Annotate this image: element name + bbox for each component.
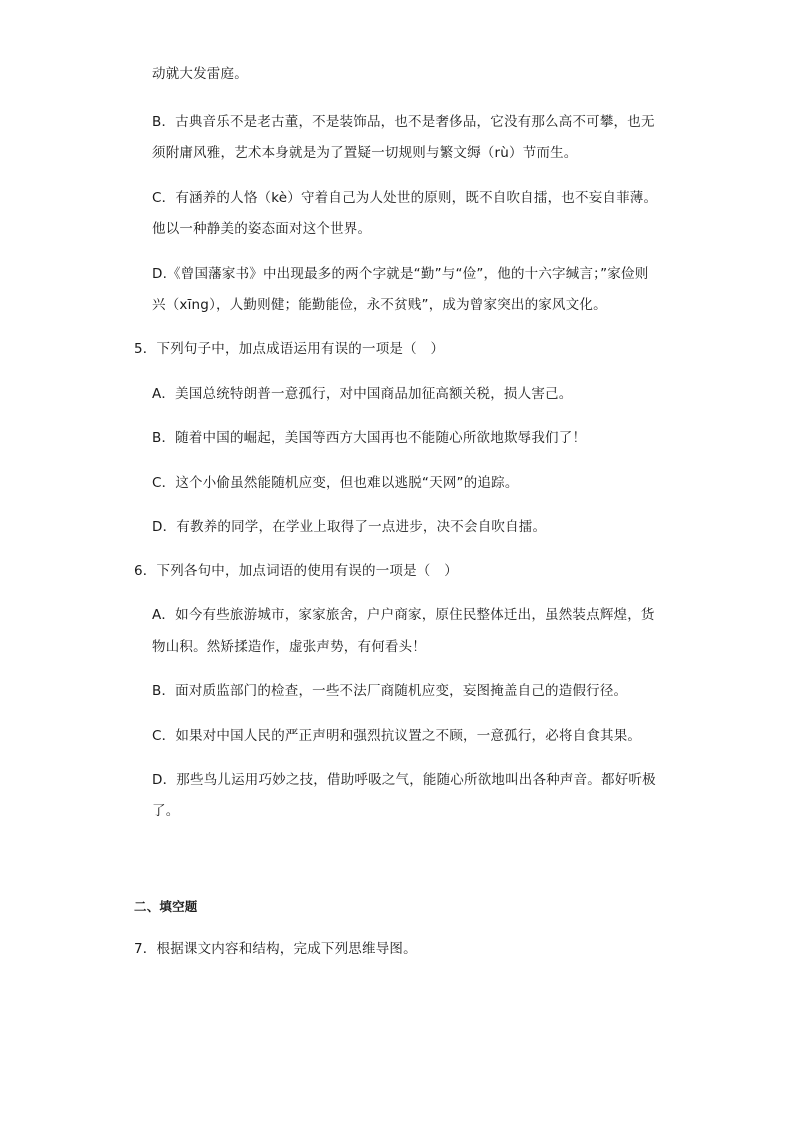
q6-stem: 6．下列各句中，加点词语的使用有误的一项是（ ） [134, 563, 458, 579]
q6-option-d-line1: D．那些鸟儿运用巧妙之技，借助呼吸之气，能随心所欲地叫出各种声音。都好听极 [152, 772, 656, 788]
q4-option-d-line2: 兴（xīng），人勤则健；能勤能俭，永不贫贱”，成为曾家突出的家风文化。 [152, 297, 607, 313]
section-heading-fill-in: 二、填空题 [134, 899, 198, 914]
q4-option-c-line2: 他以一种静美的姿态面对这个世界。 [152, 221, 372, 237]
q4-option-a-tail: 动就大发雷庭。 [152, 66, 248, 82]
q6-option-d-line2: 了。 [152, 803, 180, 819]
q5-stem: 5．下列句子中，加点成语运用有误的一项是（ ） [134, 341, 445, 357]
q5-option-b: B．随着中国的崛起，美国等西方大国再也不能随心所欲地欺辱我们了！ [152, 430, 587, 446]
q5-option-a: A．美国总统特朗普一意孤行，对中国商品加征高额关税，损人害己。 [152, 386, 573, 402]
q6-option-a-line1: A．如今有些旅游城市，家家旅舍，户户商家，原住民整体迁出，虽然装点辉煌，货 [152, 607, 655, 623]
q7-stem: 7．根据课文内容和结构，完成下列思维导图。 [134, 941, 417, 957]
q6-option-a-line2: 物山积。然矫揉造作，虚张声势，有何看头！ [152, 639, 426, 655]
q4-option-b-line1: B．古典音乐不是老古董，不是装饰品，也不是奢侈品，它没有那么高不可攀，也无 [152, 114, 655, 130]
q5-option-d: D．有教养的同学，在学业上取得了一点进步，决不会自吹自擂。 [152, 519, 547, 535]
q4-option-d-line1: D.《曾国藩家书》中出现最多的两个字就是“勤”与“俭”，他的十六字缄言；”家俭则 [152, 266, 649, 282]
q5-option-c: C．这个小偷虽然能随机应变，但也难以逃脱“天网”的追踪。 [152, 475, 519, 491]
q4-option-c-line1: C．有涵养的人恪（kè）守着自己为人处世的原则，既不自吹自擂，也不妄自菲薄。 [152, 190, 658, 206]
q6-option-b: B．面对质监部门的检查，一些不法厂商随机应变，妄图掩盖自己的造假行径。 [152, 683, 628, 699]
q6-option-c: C．如果对中国人民的严正声明和强烈抗议置之不顾，一意孤行，必将自食其果。 [152, 728, 642, 744]
q4-option-b-line2: 须附庸风雅，艺术本身就是为了置疑一切规则与繁文缛（rù）节而生。 [152, 145, 578, 161]
